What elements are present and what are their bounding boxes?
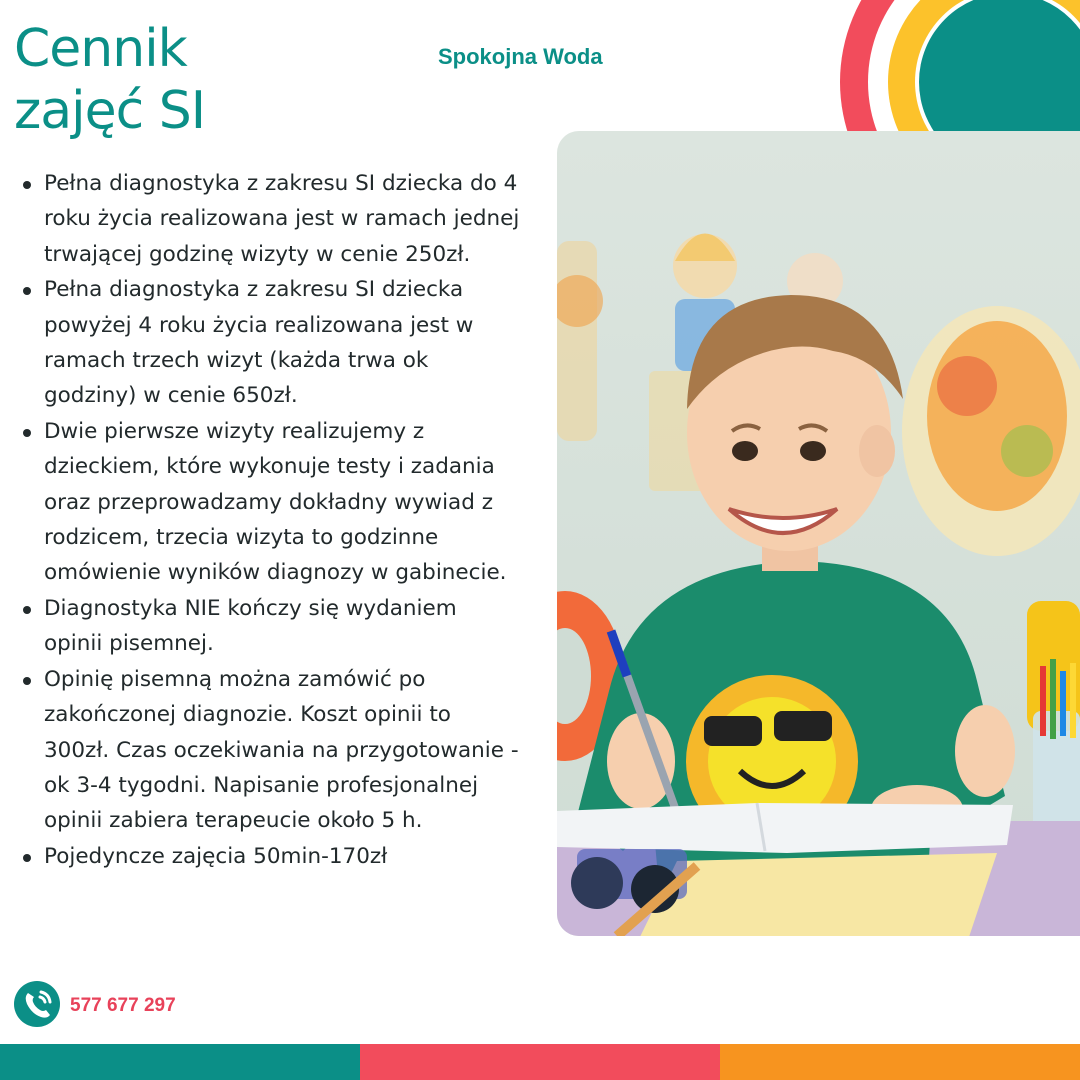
info-item: Pełna diagnostyka z zakresu SI dziecka powyżej 4 roku życia realizowana jest w ramach trzech wizyt (każda trwa ok godziny) w cenie 650zł.: [20, 272, 520, 414]
info-item: Diagnostyka NIE kończy się wydaniem opinii pisemnej.: [20, 591, 520, 662]
title-line-1: Cennik: [14, 19, 187, 79]
info-item: Opinię pisemną można zamówić po zakończonej diagnozie. Koszt opinii to 300zł. Czas oczekiwania na przygotowanie - ok 3-4 tygodni. Napisanie profesjonalnej opinii zabiera terapeucie około 5 h.: [20, 662, 520, 839]
footer-orange-segment: [720, 1044, 1080, 1080]
title-line-2: zajęć SI: [14, 81, 206, 141]
page-title: [14, 18, 205, 142]
footer-teal-segment: [0, 1044, 360, 1080]
child-illustration: [557, 131, 1080, 936]
brand-name: Spokojna Woda: [438, 44, 603, 69]
phone-icon: [14, 981, 60, 1027]
info-item: Pojedyncze zajęcia 50min-170zł: [20, 839, 520, 874]
info-item: Pełna diagnostyka z zakresu SI dziecka do 4 roku życia realizowana jest w ramach jednej trwającej godzinę wizyty w cenie 250zł.: [20, 166, 520, 272]
child-photo: [557, 131, 1080, 936]
info-list: [20, 166, 520, 874]
info-item: Dwie pierwsze wizyty realizujemy z dzieckiem, które wykonuje testy i zadania oraz przeprowadzamy dokładny wywiad z rodzicem, trzecia wizyta to godzinne omówienie wyników diagnozy w gabinecie.: [20, 414, 520, 591]
footer-coral-segment: [360, 1044, 720, 1080]
footer-color-bar: [0, 1044, 1080, 1080]
phone-number-link[interactable]: 577 677 297: [70, 995, 176, 1016]
